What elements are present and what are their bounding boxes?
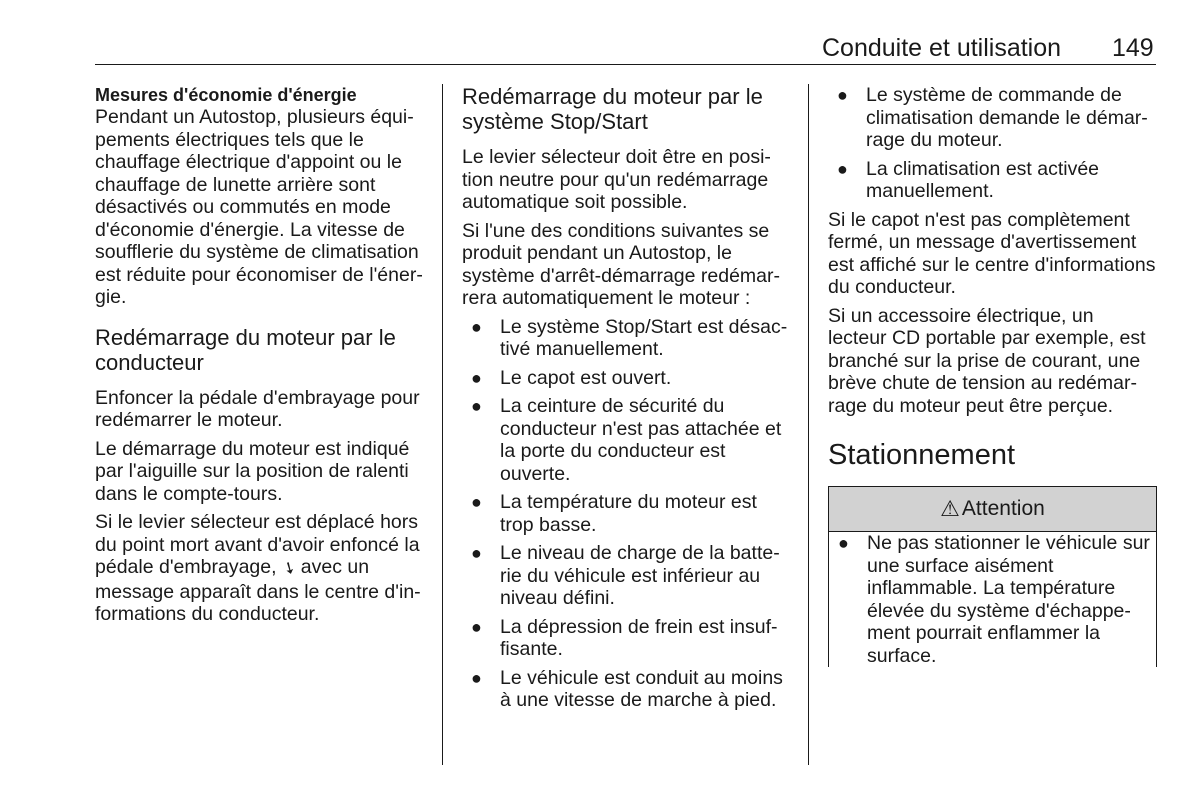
paragraph-energy-saving: Pendant un Autostop, plusieurs équi-pements électriques tels que le chauffage électrique d'appoint ou le chauffage de lunette arrière sont désactivés ou commutés en mode d'économie d'énergie. La vitesse de soufflerie du système de climatisation est réduite pour économiser de l'éner-gie.: [95, 106, 423, 308]
list-item: ● Le véhicule est conduit au moins à une vitesse de marche à pied.: [471, 666, 783, 711]
section-title-driver-restart: Redémarrage du moteur par le conducteur: [95, 324, 396, 375]
paragraph-bonnet-warning: Si le capot n'est pas complètement fermé, un message d'avertissement est affiché sur le centre d'informations du conducteur.: [828, 208, 1156, 298]
paragraph-neutral-position: Le levier sélecteur doit être en posi-tion neutre pour qu'un redémarrage automatique soit possible.: [462, 146, 771, 213]
section-title-parking: Stationnement: [828, 439, 1016, 471]
list-item: ● La dépression de frein est insuf-fisante.: [471, 615, 778, 660]
attention-header: [829, 487, 1156, 532]
bullet-icon: ●: [471, 367, 482, 388]
paragraph-conditions: Si l'une des conditions suivantes se produit pendant un Autostop, le système d'arrêt-démarrage redémar-rera automatiquement le moteur :: [462, 219, 780, 309]
section-title-system-restart: Redémarrage du moteur par le système Stop/Start: [462, 84, 763, 134]
bullet-icon: ●: [837, 158, 848, 179]
bullet-icon: ●: [471, 667, 482, 688]
column-2: [462, 84, 794, 718]
list-item: ● La température du moteur est trop basse.: [471, 491, 757, 536]
column-1: [95, 84, 427, 632]
running-header-title: Conduite et utilisation: [822, 34, 1062, 62]
column-divider-1: [442, 84, 443, 765]
page-header: [0, 0, 1200, 70]
list-item: ● Le niveau de charge de la batte-rie du véhicule est inférieur au niveau défini.: [471, 542, 780, 609]
conditions-list: [462, 316, 794, 712]
attention-label: Attention: [961, 496, 1045, 520]
paragraph-clutch: Enfoncer la pédale d'embrayage pour redémarrer le moteur.: [95, 386, 420, 431]
page-number: 149: [1112, 34, 1154, 62]
paragraph-tachometer: Le démarrage du moteur est indiqué par l'aiguille sur la position de ralenti dans le compte-tours.: [95, 437, 410, 505]
list-item: ● La ceinture de sécurité du conducteur n'est pas attachée et la porte du conducteur est ouverte.: [471, 395, 782, 485]
attention-list: [829, 532, 1156, 667]
autostop-arrow-icon: ➘: [278, 557, 300, 580]
list-item: ● La climatisation est activée manuellement.: [837, 157, 1100, 202]
bullet-icon: ●: [471, 396, 482, 416]
attention-box: [828, 486, 1157, 667]
list-item: ● Le système de commande de climatisation demande le démar-rage du moteur.: [837, 84, 1148, 151]
header-divider: [95, 64, 1156, 65]
conditions-list-continued: [828, 84, 1156, 203]
bullet-icon: ●: [838, 533, 849, 553]
subheading-energy-saving: Mesures d'économie d'énergie: [95, 85, 357, 105]
bullet-icon: ●: [471, 492, 482, 512]
paragraph-selector-lever-part1: Si le levier sélecteur est déplacé hors du point mort avant d'avoir enfoncé la pédale d'embrayage,: [95, 511, 420, 578]
paragraph-selector-lever-part2: avec un message apparaît dans le centre d'in-formations du conducteur.: [95, 556, 421, 625]
paragraph-selector-lever: [95, 511, 427, 626]
paragraph-voltage-drop: Si un accessoire électrique, un lecteur CD portable par exemple, est branché sur la prise de courant, une brève chute de tension au redémar-rage du moteur peut être perçue.: [828, 304, 1146, 417]
list-item: ● Le capot est ouvert.: [471, 366, 672, 389]
warning-triangle-icon: ⚠: [940, 495, 960, 521]
column-divider-2: [808, 84, 809, 765]
column-3: [828, 84, 1156, 673]
bullet-icon: ●: [471, 616, 482, 637]
list-item: ● Le système Stop/Start est désac-tivé manuellement.: [471, 315, 788, 360]
bullet-icon: ●: [471, 543, 482, 563]
bullet-icon: ●: [471, 316, 482, 337]
list-item: ● Ne pas stationner le véhicule sur une surface aisément inflammable. La température élevée du système d'échappe-ment pourrait enflammer la surface.: [838, 532, 1150, 667]
bullet-icon: ●: [837, 85, 848, 105]
